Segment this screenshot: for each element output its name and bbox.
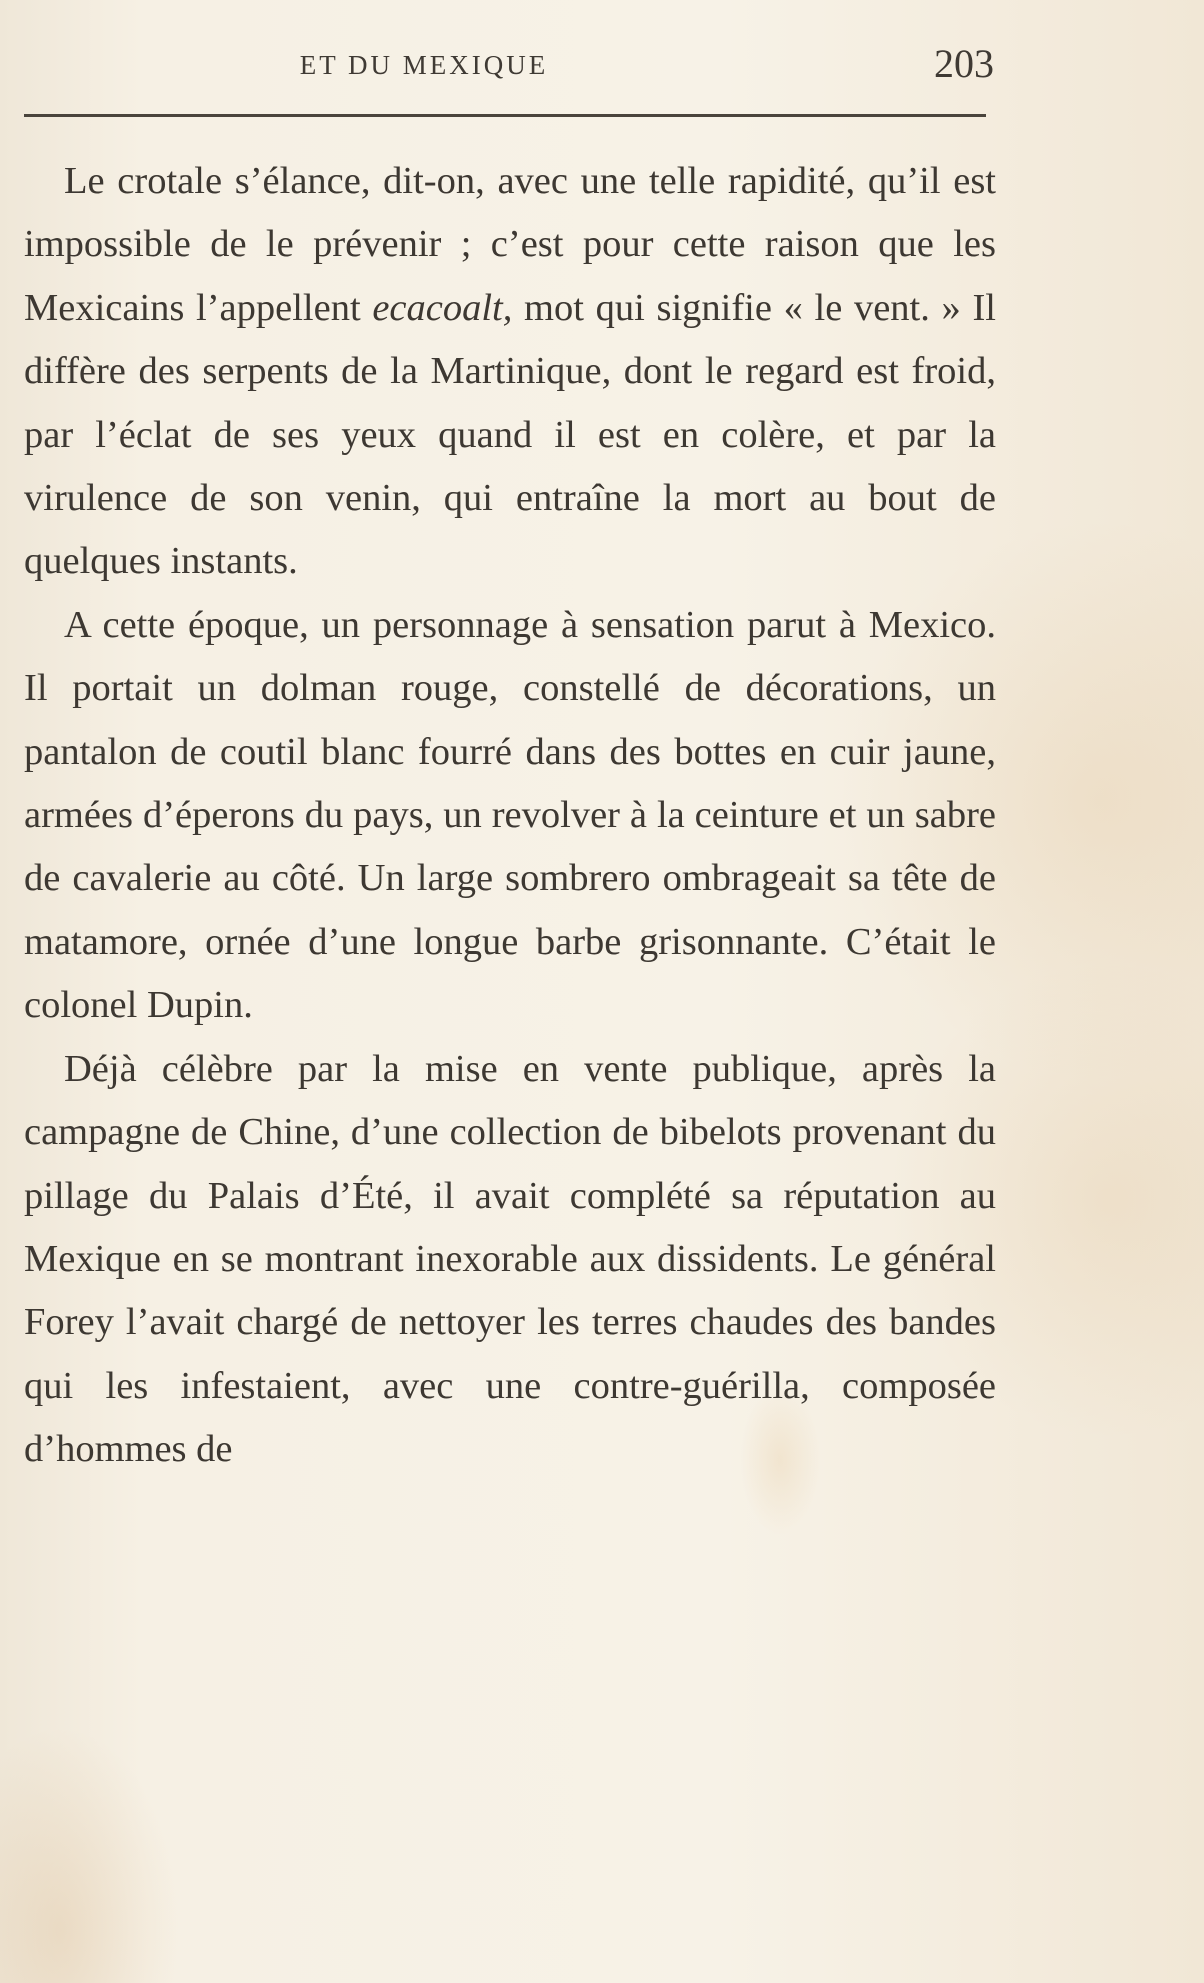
running-title: ET DU MEXIQUE [299, 50, 549, 80]
header-rule [24, 114, 986, 117]
paragraph-1-italic: ecacoalt, [372, 286, 513, 329]
running-head [24, 40, 994, 90]
page-number: 203 [934, 41, 994, 86]
paragraph-1-text-end: mot qui signifie « le vent. » Il diffère des serpents de la Martinique, dont le regard est froid, par l’éclat de ses yeux quand il est en colère, et par la virulence de son venin, qui entraîne la mort au bout de quelques instants. [24, 286, 996, 583]
body-text [24, 150, 996, 1482]
paragraph-3: Déjà célèbre par la mise en vente publique, après la campagne de Chine, d’une collection de bibelots provenant du pillage du Palais d’Été, il avait complété sa réputation au Mexique en se montrant inexorable aux dissidents. Le général Forey l’avait chargé de nettoyer les terres chaudes des bandes qui les infestaient, avec une contre-guérilla, composée d’hommes de [24, 1047, 996, 1471]
paragraph-2: A cette époque, un personnage à sensation parut à Mexico. Il portait un dolman rouge, constellé de décorations, un pantalon de coutil blanc fourré dans des bottes en cuir jaune, armées d’éperons du pays, un revolver à la ceinture et un sabre de cavalerie au côté. Un large sombrero ombrageait sa tête de matamore, ornée d’une longue barbe grisonnante. C’était le colonel Dupin. [24, 603, 996, 1027]
paragraph-1-text: Le crotale s’élance, dit-on, avec une telle rapidité, qu’il est impossible de le prévenir ; c’est pour cette raison que les Mexicains l’appellent [24, 160, 996, 329]
paragraph-1 [24, 150, 996, 594]
